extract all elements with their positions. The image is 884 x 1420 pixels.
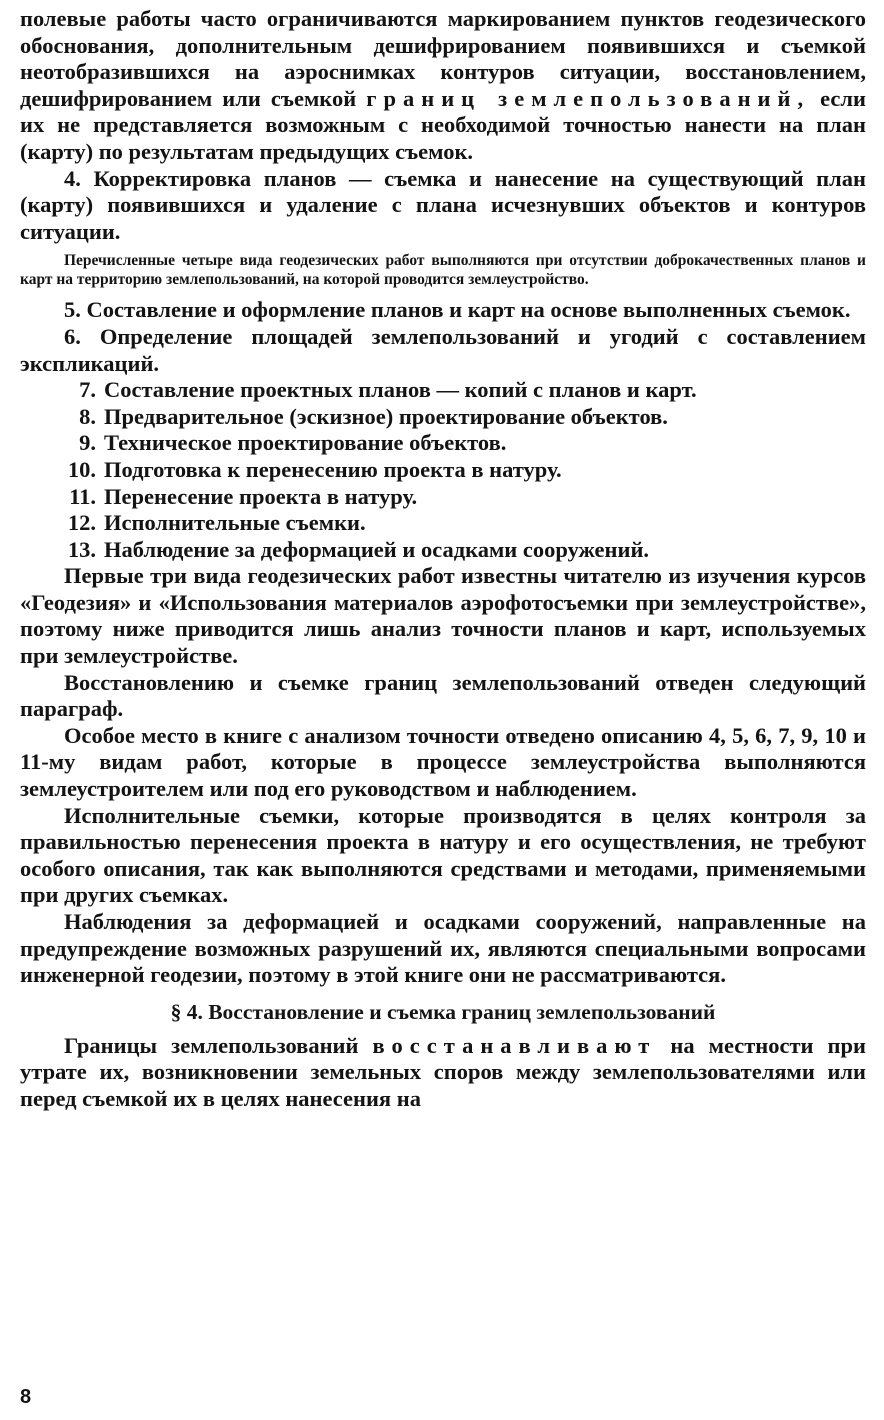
note-paragraph: Перечисленные четыре вида геодезических работ выполняются при отсутствии доброкачественных планов и карт на территорию землепользований, на которой проводится землеустройство. — [20, 252, 866, 289]
list-item — [20, 377, 866, 404]
list-item-text: Наблюдение за деформацией и осадками сооружений. — [104, 536, 650, 562]
paragraph-continuation — [20, 6, 866, 166]
list-item — [20, 404, 866, 431]
section-paragraph — [20, 1033, 866, 1113]
body-paragraph: Восстановлению и съемке границ землепользований отведен следующий параграф. — [20, 669, 866, 722]
list-item-text: Исполнительные съемки. — [104, 510, 366, 536]
list-item-number: 7. — [79, 377, 96, 403]
list-item — [20, 430, 866, 457]
list-item — [20, 457, 866, 484]
list-item — [20, 484, 866, 511]
list-item-number: 13. — [67, 536, 96, 562]
list-item-number: 10. — [67, 456, 96, 482]
paragraph-item-6: 6. Определение площадей землепользований и угодий с составлением экспликаций. — [20, 323, 866, 376]
paragraph-item-5: 5. Составление и оформление планов и карт на основе выполненных съемок. — [64, 297, 851, 323]
paragraph-text: полевые работы часто ограничиваются маркированием пунктов геодезического обоснования, дополнительным дешифрированием появившихся и съемкой неотобразившихся на аэроснимках контуров ситуации, восстановлением, дешифрированием или съемкой — [20, 6, 866, 111]
list-item-text: Составление проектных планов — копий с планов и карт. — [104, 377, 697, 403]
paragraph-item-4: 4. Корректировка планов — съемка и нанесение на существующий план (карту) появившихся и удаление с плана исчезнувших объектов и контуров ситуации. — [20, 165, 866, 244]
list-item-text: Предварительное (эскизное) проектирование объектов. — [104, 403, 668, 429]
section-text-start: Границы землепользований — [64, 1032, 373, 1058]
list-item-text: Подготовка к перенесению проекта в натуру. — [104, 456, 562, 482]
list-item — [20, 537, 866, 564]
body-paragraph: Особое место в книге с анализом точности отведено описанию 4, 5, 6, 7, 9, 10 и 11-му видам работ, которые в процессе землеустройства выполняются землеустроителем или под его руководством и наблюдением. — [20, 722, 866, 802]
page-number: 8 — [20, 1386, 32, 1408]
list-item-number: 9. — [79, 430, 96, 456]
list-item-text: Техническое проектирование объектов. — [104, 430, 507, 456]
list-item-number: 8. — [79, 403, 96, 429]
body-paragraph: Первые три вида геодезических работ известны читателю из изучения курсов «Геодезия» и «Использования материалов аэрофотосъемки при землеустройстве», поэтому ниже приводится лишь анализ точности планов и карт, используемых при землеустройстве. — [20, 563, 866, 669]
list-item — [20, 510, 866, 537]
list-item-text: Перенесение проекта в натуру. — [104, 483, 418, 509]
section-heading: § 4. Восстановление и съемка границ землепользований — [170, 999, 716, 1024]
list-item-number: 12. — [67, 510, 96, 536]
list-item-number: 11. — [69, 483, 96, 509]
emphasized-text: восстанавливают — [372, 1032, 657, 1058]
paragraph-text-end: если их не представляется возможным с необходимой точностью нанести на план (карту) по результатам предыдущих съемок. — [20, 85, 867, 164]
body-paragraph: Наблюдения за деформацией и осадками сооружений, направленные на предупреждение возможных разрушений их, являются специальными вопросами инженерной геодезии, поэтому в этой книге они не рассматриваются. — [20, 909, 866, 988]
section-text-rest: на местности при утрате их, возникновении земельных споров между землепользователями или перед съемкой их в целях нанесения на — [20, 1032, 867, 1111]
body-paragraph: Исполнительные съемки, которые производятся в целях контроля за правильностью перенесения проекта в натуру и его осуществления, не требуют особого описания, так как выполняются средствами и методами, применяемыми при других съемках. — [20, 802, 866, 908]
emphasized-text: границ землепользований, — [366, 85, 811, 111]
work-types-list — [20, 377, 866, 563]
